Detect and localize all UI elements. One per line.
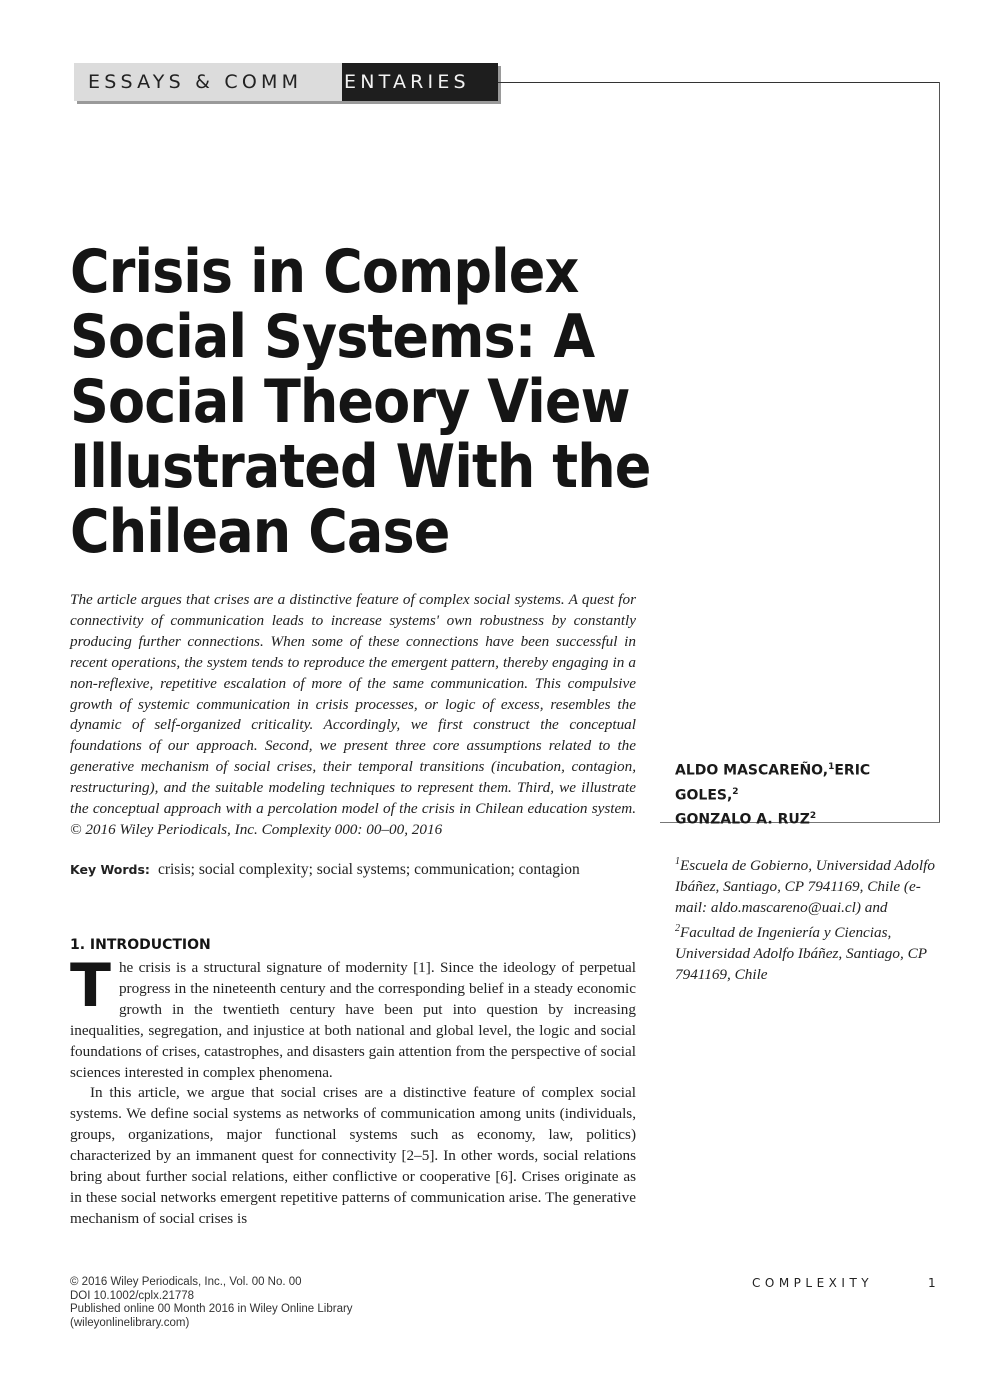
paragraph-text: he crisis is a structural signature of modernity [1]. Since the ideology of perpetual progress in the nineteenth century and the corresponding belief in a steady economic growth in the twentieth century have been put into question by increasing inequalities, segregation, and injustice at both national and global level, the logic and social foundations of crises, catastrophes, and disasters gain attention from the perspective of social sciences interested in complex phenomena. [70, 959, 636, 1081]
header-rule [498, 82, 940, 83]
affiliation-marker: 1 [675, 856, 680, 867]
drop-cap: T [70, 951, 111, 1021]
page-number: 1 [928, 1276, 936, 1290]
affiliations [675, 851, 943, 985]
journal-name: COMPLEXITY [752, 1276, 874, 1290]
section-heading: 1. INTRODUCTION [70, 937, 211, 953]
section-label-dark: ENTARIES [342, 63, 498, 101]
author-affiliation-marker: 2 [809, 811, 817, 822]
library-line: (wileyonlinelibrary.com) [70, 1316, 190, 1329]
publication-info [70, 1276, 470, 1330]
author-name: GONZALO A. RUZ [675, 811, 810, 828]
section-banner [74, 63, 498, 101]
doi-line: DOI 10.1002/cplx.21778 [70, 1289, 195, 1302]
keywords [70, 861, 636, 879]
copyright-line: © 2016 Wiley Periodicals, Inc., Vol. 00 No. 00 [70, 1276, 302, 1288]
affiliation-text: Facultad de Ingeniería y Ciencias, Universidad Adolfo Ibáñez, Santiago, CP 7941169, Chile [675, 924, 927, 984]
abstract: The article argues that crises are a distinctive feature of complex social systems. A quest for connectivity of communication leads to increase systems' own robustness by constantly producing further connections. When some of these connections have been successful in recent operations, the system tends to reproduce the emergent pattern, thereby engaging in a non-reflexive, repetitive escalation of more of the same communication. This compulsive growth of systemic communication in crisis processes, or logic of excess, resembles the dynamic of self-organized criticality. Accordingly, we first construct the conceptual foundations of our approach. Second, we present three core assumptions related to the generative mechanism of social crises, their temporal transitions (incubation, contagion, restructuring), and the suitable modeling techniques to represent them. Third, we illustrate the conceptual approach with a percolation model of the crisis in Chilean education system. © 2016 Wiley Periodicals, Inc. Complexity 000: 00–00, 2016 [70, 591, 636, 838]
author-name: ALDO MASCAREÑO, [675, 762, 829, 779]
section-label-light: ESSAYS & COMM [74, 63, 342, 101]
sidebar-rule-vertical [939, 82, 940, 823]
paragraph [70, 951, 636, 1083]
body-text [70, 951, 636, 1230]
keywords-label: Key Words: [70, 862, 150, 877]
paragraph: In this article, we argue that social crises are a distinctive feature of complex social systems. We define social systems as networks of communication among units (individuals, groups, organizations, major functional systems such as economy, law, politics) characterized by an immanent quest for connectivity [2–5]. In other words, social relations bring about further social relations, either conflictive or cooperative [6]. Crises originate as in these social networks emergent repetitive patterns of communication arise. The generative mechanism of social crises is [70, 1084, 636, 1227]
affiliation-text: Escuela de Gobierno, Universidad Adolfo Ibáñez, Santiago, CP 7941169, Chile (e-mail: aldo.mascareno@uai.cl) and [675, 857, 935, 917]
author-list [675, 757, 935, 831]
author-affiliation-marker: 1 [828, 762, 835, 772]
keywords-text: crisis; social complexity; social systems; communication; contagion [157, 861, 580, 878]
affiliation-marker: 2 [675, 923, 680, 935]
article-title: Crisis in Complex Social Systems: A Social Theory View Illustrated With the Chilean Case [70, 237, 651, 567]
published-line: Published online 00 Month 2016 in Wiley Online Library [70, 1303, 353, 1315]
author-affiliation-marker: 2 [732, 786, 739, 797]
author-name: ERIC GOLES, [675, 762, 871, 804]
